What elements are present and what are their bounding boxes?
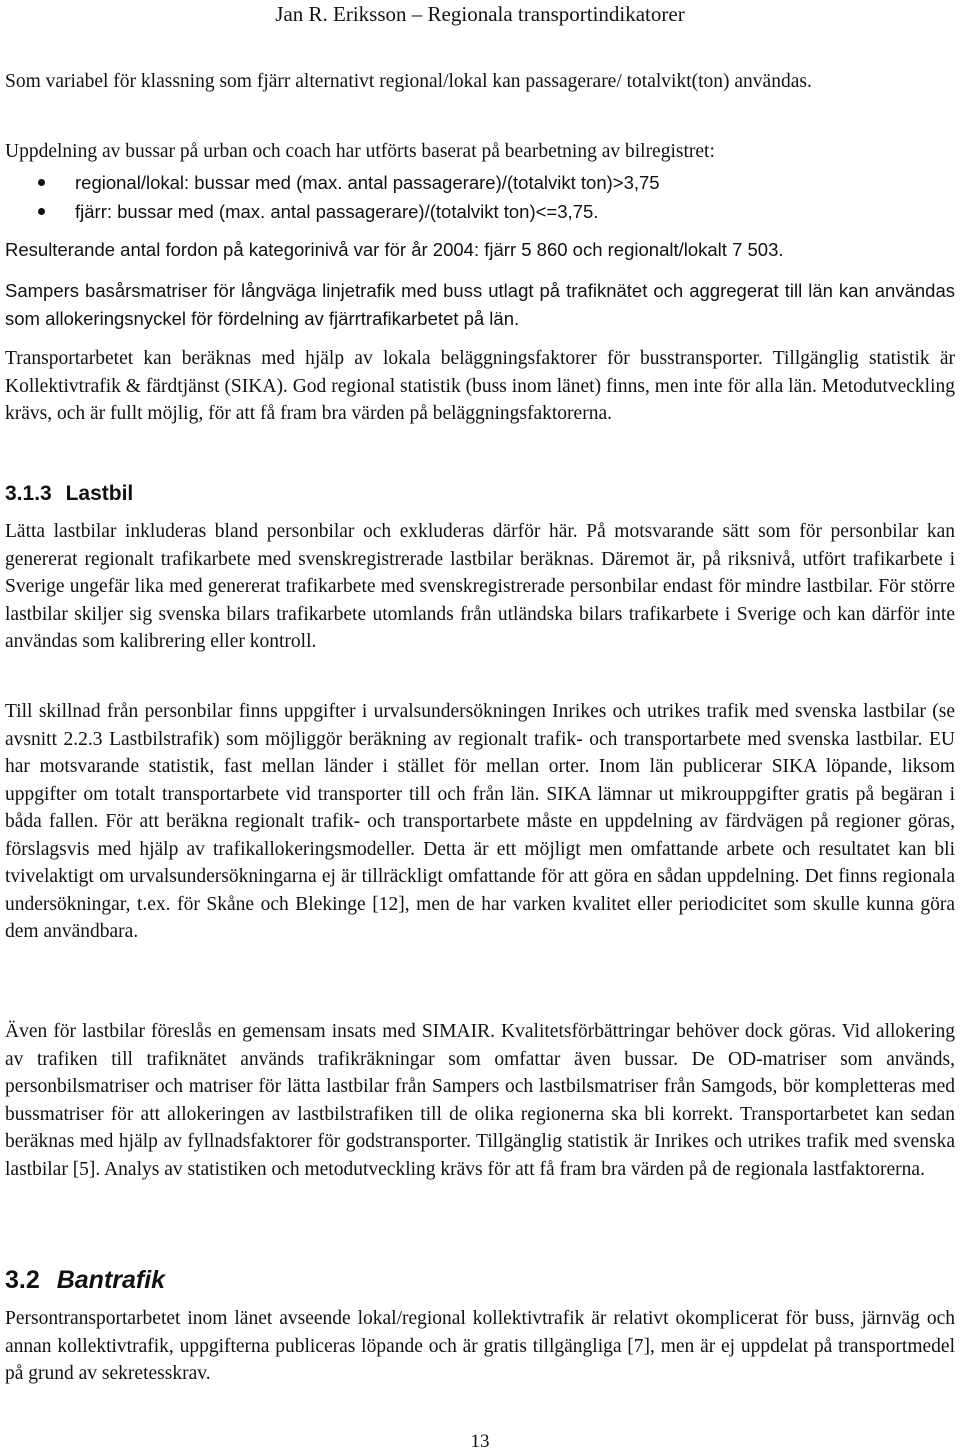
paragraph-simair-trucks: Även för lastbilar föreslås en gemensam insats med SIMAIR. Kvalitetsförbättringar behöver dock göras. Vid allokering av trafiken till trafiknätet används trafikräkningar som omfattar även bussar. De OD-matriser som används, personbilsmatriser och matriser för lätta lastbilar från Sampers och lastbilsmatriser från Samgods, bör kompletteras med bussmatriser för att allokeringen av lastbilstrafiken till de olika regionerna ska bli korrekt. Transportarbetet kan sedan beräknas med hjälp av fyllnadsfaktorer för godstransporter. Tillgänglig statistik är Inrikes och utrikes trafik med svenska lastbilar [5]. Analys av statistiken och metodutveckling krävs för att få fram bra värden på de regionala lastfaktorerna. bbox=[5, 1021, 955, 1180]
section-title: Bantrafik bbox=[56, 1266, 166, 1294]
bus-category-list bbox=[38, 168, 938, 226]
section-title: Lastbil bbox=[65, 482, 134, 505]
list-item-text: fjärr: bussar med (max. antal passagerare)/(totalvikt ton)<=3,75. bbox=[75, 201, 599, 222]
bullet-icon bbox=[38, 179, 45, 186]
paragraph-vehicle-count: Resulterande antal fordon på kategorinivå var för år 2004: fjärr 5 860 och regionalt/lokalt 7 503. bbox=[5, 239, 784, 260]
paragraph-bus-split: Uppdelning av bussar på urban och coach har utförts baserat på bearbetning av bilregistret: bbox=[5, 141, 715, 162]
section-heading-lastbil bbox=[5, 481, 133, 507]
paragraph-light-trucks: Lätta lastbilar inkluderas bland personbilar och exkluderas därför här. På motsvarande sätt som för personbilar kan genererat regionalt trafikarbete med svenskregistrerade lastbilar beräknas. Däremot är, på riksnivå, utfört trafikarbete i Sverige ungefär lika med genererat trafikarbete med svenskregistrerade personbilar endast för mindre lastbilar. För större lastbilar skiljer sig svenska bilars trafikarbete utomlands från utländska bilars trafikarbete i Sverige och kan därför inte användas som kalibrering eller kontroll. bbox=[5, 521, 955, 652]
paragraph-truck-survey: Till skillnad från personbilar finns uppgifter i urvalsundersökningen Inrikes och utrikes trafik med svenska lastbilar (se avsnitt 2.2.3 Lastbilstrafik) som möjliggör beräkning av regionalt trafik- och transportarbete med svenska lastbilar. EU har motsvarande statistik, fast mellan länder i stället för mellan orter. Inom län publicerar SIKA löpande, liksom uppgifter om totalt transportarbete vid transporter till och från län. SIKA lämnar ut mikrouppgifter gratis på begäran i båda fallen. För att beräkna regionalt trafik- och transportarbete måste en uppdelning av färdvägen på regioner göras, förslagsvis med hjälp av trafikallokeringsmodeller. Detta är ett möjligt men omfattande arbete och resultatet kan bli tvivelaktigt om urvalsundersökningarna ej är tillräckligt omfattande för att göra en sådan uppdelning. Det finns regionala undersökningar, t.ex. för Skåne och Blekinge [12], men de har varken kvalitet eller periodicitet som skulle kunna göra dem användbara. bbox=[5, 701, 955, 942]
list-item bbox=[38, 168, 938, 197]
paragraph-bus-transport-work: Transportarbetet kan beräknas med hjälp av lokala beläggningsfaktorer för busstransporter. Tillgänglig statistik är Kollektivtrafik & färdtjänst (SIKA). God regional statistik (buss inom länet) finns, men inte för alla län. Metodutveckling krävs, och är fullt möjlig, för att få fram bra värden på beläggningsfaktorerna. bbox=[5, 348, 955, 424]
list-item-text: regional/lokal: bussar med (max. antal passagerare)/(totalvikt ton)>3,75 bbox=[75, 172, 660, 193]
page-number: 13 bbox=[470, 1431, 490, 1452]
section-heading-bantrafik bbox=[5, 1265, 165, 1295]
paragraph-passenger-weight-variable: Som variabel för klassning som fjärr alternativt regional/lokal kan passagerare/ totalvikt(ton) användas. bbox=[5, 71, 812, 92]
bullet-icon bbox=[38, 208, 45, 215]
running-header: Jan R. Eriksson – Regionala transportindikatorer bbox=[275, 2, 685, 26]
section-number: 3.2 bbox=[5, 1266, 40, 1294]
paragraph-sampers-matrices: Sampers basårsmatriser för långväga linjetrafik med buss utlagt på trafiknätet och aggregerat till län kan användas som allokeringsnyckel för fördelning av fjärrtrafikarbetet på län. bbox=[5, 280, 955, 329]
section-number: 3.1.3 bbox=[5, 482, 52, 505]
list-item bbox=[38, 197, 938, 226]
paragraph-public-transport: Persontransportarbetet inom länet avseende lokal/regional kollektivtrafik är relativt okomplicerat för buss, järnväg och annan kollektivtrafik, uppgifterna publiceras löpande och är gratis tillgängliga [7], men är ej uppdelat på transportmedel på grund av sekretesskrav. bbox=[5, 1308, 955, 1384]
